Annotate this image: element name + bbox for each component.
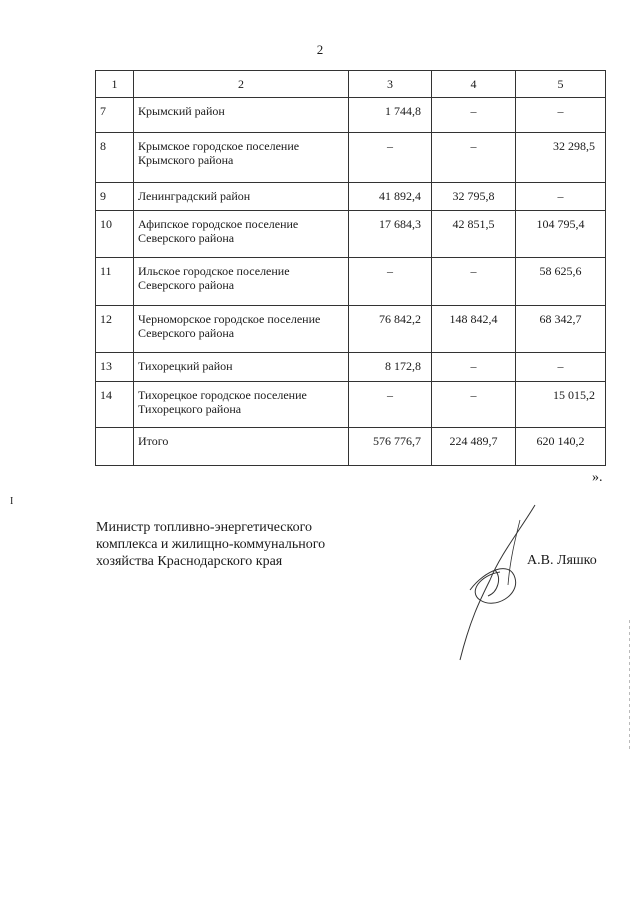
row-number (96, 428, 134, 466)
value-col4: – (432, 133, 516, 183)
signatory-title: Министр топливно-энергетического комплекса и жилищно-коммунального хозяйства Краснодарского края (96, 520, 326, 569)
column-header: 3 (349, 71, 432, 98)
municipality-name: Крымское городское поселение Крымского района (134, 133, 349, 183)
value-col4: 32 795,8 (432, 183, 516, 211)
municipality-name: Ильское городское поселение Северского района (134, 258, 349, 306)
table-row-total (96, 428, 606, 466)
value-col4: – (432, 353, 516, 382)
row-number: 8 (96, 133, 134, 183)
value-col3: – (349, 382, 432, 428)
row-number: 9 (96, 183, 134, 211)
table-row (96, 258, 606, 306)
table-row (96, 98, 606, 133)
value-col5: 68 342,7 (516, 306, 606, 353)
table-row (96, 306, 606, 353)
value-col5: 58 625,6 (516, 258, 606, 306)
table-header-row (96, 71, 606, 98)
value-col3: 76 842,2 (349, 306, 432, 353)
column-header: 1 (96, 71, 134, 98)
municipality-name: Крымский район (134, 98, 349, 133)
value-col4: – (432, 382, 516, 428)
margin-dotted-line (629, 620, 630, 750)
row-number: 7 (96, 98, 134, 133)
total-col4: 224 489,7 (432, 428, 516, 466)
municipality-name: Тихорецкий район (134, 353, 349, 382)
row-number: 14 (96, 382, 134, 428)
funding-table (95, 70, 606, 466)
table-row (96, 382, 606, 428)
table-row (96, 353, 606, 382)
total-label: Итого (134, 428, 349, 466)
value-col3: – (349, 133, 432, 183)
table-row (96, 183, 606, 211)
value-col5: – (516, 353, 606, 382)
value-col5: – (516, 98, 606, 133)
value-col4: 148 842,4 (432, 306, 516, 353)
municipality-name: Афипское городское поселение Северского района (134, 211, 349, 258)
table-row (96, 211, 606, 258)
value-col3: 17 684,3 (349, 211, 432, 258)
value-col3: 8 172,8 (349, 353, 432, 382)
closing-quote: ». (592, 470, 603, 485)
row-number: 13 (96, 353, 134, 382)
handwritten-signature (440, 500, 560, 670)
municipality-name: Черноморское городское поселение Северского района (134, 306, 349, 353)
page-number: 2 (316, 42, 324, 57)
value-col5: 104 795,4 (516, 211, 606, 258)
total-col3: 576 776,7 (349, 428, 432, 466)
table-row (96, 133, 606, 183)
value-col5: 32 298,5 (516, 133, 606, 183)
column-header: 4 (432, 71, 516, 98)
row-number: 12 (96, 306, 134, 353)
column-header: 5 (516, 71, 606, 98)
column-header: 2 (134, 71, 349, 98)
total-col5: 620 140,2 (516, 428, 606, 466)
value-col4: – (432, 258, 516, 306)
row-number: 10 (96, 211, 134, 258)
municipality-name: Тихорецкое городское поселение Тихорецкого района (134, 382, 349, 428)
row-number: 11 (96, 258, 134, 306)
municipality-name: Ленинградский район (134, 183, 349, 211)
value-col5: 15 015,2 (516, 382, 606, 428)
value-col5: – (516, 183, 606, 211)
value-col4: 42 851,5 (432, 211, 516, 258)
value-col3: – (349, 258, 432, 306)
margin-mark: I (10, 496, 14, 507)
signatory-name: А.В. Ляшко (527, 553, 597, 568)
value-col3: 1 744,8 (349, 98, 432, 133)
value-col3: 41 892,4 (349, 183, 432, 211)
value-col4: – (432, 98, 516, 133)
